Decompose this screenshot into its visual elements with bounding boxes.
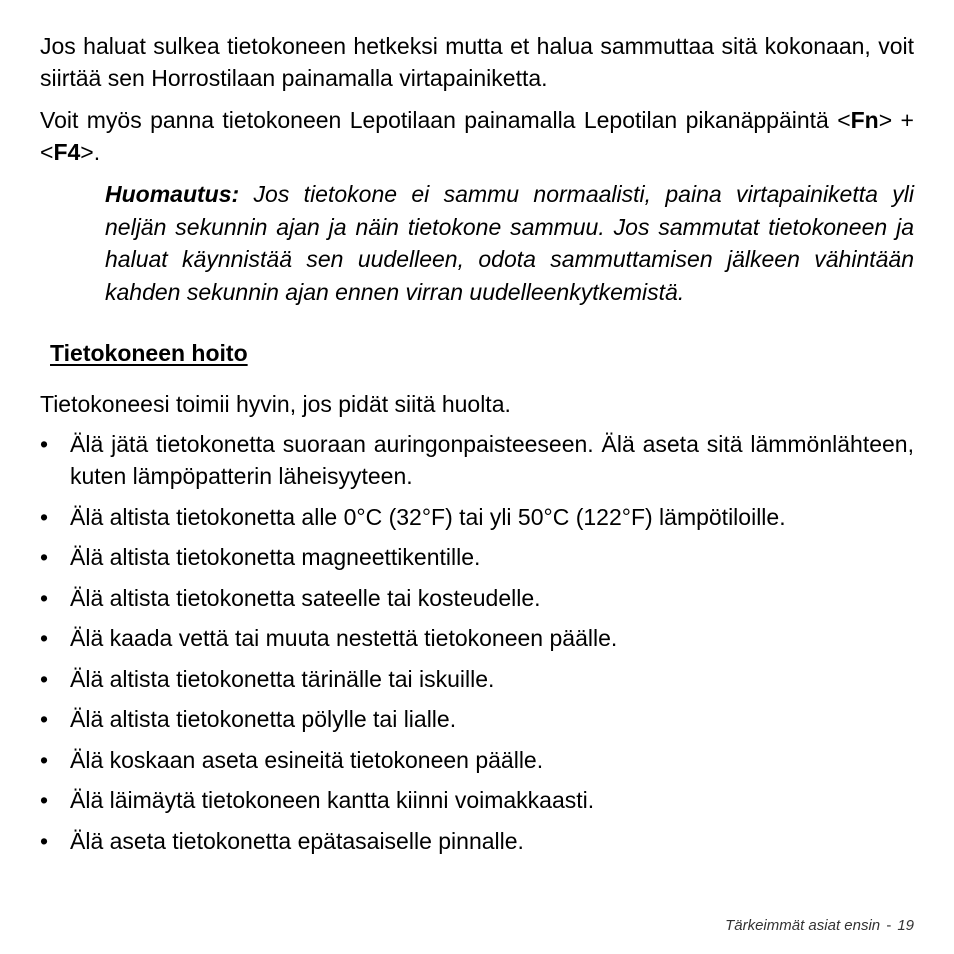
- key-f4: F4: [53, 139, 81, 165]
- list-item-text: Älä altista tietokonetta tärinälle tai iskuille.: [70, 665, 495, 692]
- care-list: [40, 428, 914, 857]
- bullet-icon: •: [40, 827, 49, 854]
- list-item-text: Älä jätä tietokonetta suoraan auringonpaisteeseen. Älä aseta sitä lämmönlähteen, kuten lämpöpatterin läheisyyteen.: [70, 431, 914, 489]
- footer-chapter: Tärkeimmät asiat ensin: [725, 917, 881, 934]
- list-item: [40, 541, 914, 573]
- page-footer: [725, 917, 914, 934]
- document-page: [40, 30, 914, 865]
- list-item: [40, 428, 914, 492]
- list-item: [40, 501, 914, 533]
- page-number: 19: [897, 917, 914, 934]
- key-fn: Fn: [850, 107, 879, 133]
- paragraph-sleep-plus: > + <: [40, 107, 914, 165]
- bullet-icon: •: [40, 706, 49, 732]
- list-item-text: Älä aseta tietokonetta epätasaiselle pinnalle.: [70, 827, 524, 854]
- bullet-icon: •: [40, 584, 49, 611]
- paragraph-sleep-text: Voit myös panna tietokoneen Lepotilaan painamalla Lepotilan pikanäppäintä <: [40, 107, 851, 133]
- note-block: [105, 178, 914, 308]
- list-item-text: Älä altista tietokonetta pölylle tai lialle.: [70, 706, 457, 732]
- bullet-icon: •: [40, 746, 49, 773]
- list-item: [40, 582, 914, 614]
- list-item-text: Älä altista tietokonetta magneettikentille.: [70, 544, 481, 570]
- list-item-text: Älä kaada vettä tai muuta nestettä tietokoneen päälle.: [70, 625, 618, 651]
- paragraph-sleep-end: >.: [80, 139, 101, 165]
- paragraph-hibernate: Jos haluat sulkea tietokoneen hetkeksi mutta et halua sammuttaa sitä kokonaan, voit siirtää sen Horrostilaan painamalla virtapainiketta.: [40, 33, 914, 91]
- list-item-text: Älä läimäytä tietokoneen kantta kiinni voimakkaasti.: [70, 787, 595, 813]
- list-item-text: Älä koskaan aseta esineitä tietokoneen päälle.: [70, 746, 544, 773]
- footer-separator: -: [886, 917, 892, 934]
- section-heading: Tietokoneen hoito: [50, 340, 248, 366]
- list-item: [40, 663, 914, 695]
- list-item: [40, 784, 914, 816]
- bullet-icon: •: [40, 544, 49, 570]
- list-item-text: Älä altista tietokonetta alle 0°C (32°F) tai yli 50°C (122°F) lämpötiloille.: [70, 503, 786, 530]
- list-item: [40, 622, 914, 654]
- bullet-icon: •: [40, 787, 49, 813]
- note-text: Jos tietokone ei sammu normaalisti, paina virtapainiketta yli neljän sekunnin ajan ja näin tietokone sammuu. Jos sammutat tietokoneen ja haluat käynnistää sen uudelleen, odota sammuttamisen jälkeen vähintään kahden sekunnin ajan ennen virran uudelleenkytkemistä.: [105, 181, 914, 305]
- paragraph-sleep: [40, 104, 914, 168]
- list-item: [40, 744, 914, 776]
- list-item: [40, 825, 914, 857]
- list-item: [40, 703, 914, 735]
- note-label: Huomautus:: [105, 181, 240, 207]
- bullet-icon: •: [40, 625, 49, 651]
- section-intro: Tietokoneesi toimii hyvin, jos pidät siitä huolta.: [40, 391, 511, 417]
- list-item-text: Älä altista tietokonetta sateelle tai kosteudelle.: [70, 584, 541, 611]
- bullet-icon: •: [40, 503, 49, 530]
- bullet-icon: •: [40, 665, 49, 692]
- bullet-icon: •: [40, 431, 49, 457]
